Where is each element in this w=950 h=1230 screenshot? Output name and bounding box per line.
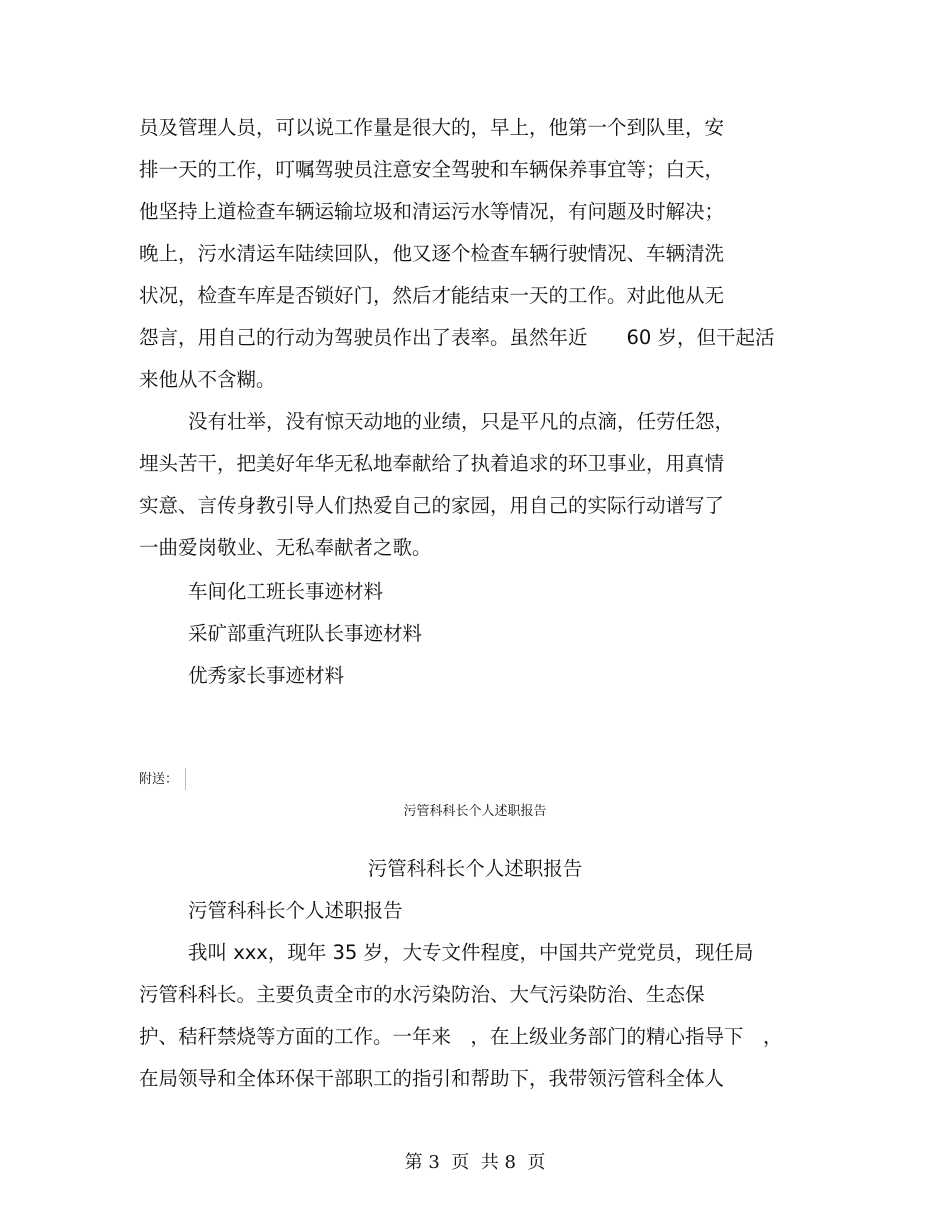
report-subtitle: 污管科科长个人述职报告 [188, 899, 403, 922]
body-line: 状况，检查车库是否锁好门，然后才能结束一天的工作。对此他从无 [139, 284, 725, 307]
appendix-small-title: 污管科科长个人述职报告 [403, 804, 547, 819]
related-link[interactable]: 优秀家长事迹材料 [188, 664, 345, 687]
page-footer [0, 1151, 950, 1175]
body-line: 他坚持上道检查车辆运输垃圾和清运污水等情况，有问题及时解决； [139, 200, 725, 223]
related-link[interactable]: 采矿部重汽班队长事迹材料 [188, 622, 423, 645]
body-line: 埋头苦干，把美好年华无私地奉献给了执着追求的环卫事业，用真情 [139, 452, 725, 475]
body-line: 怨言，用自己的行动为驾驶员作出了表率。虽然年近 60 岁，但干起活 [139, 326, 775, 349]
divider [185, 768, 186, 790]
appendix-label: 附送： [139, 772, 179, 787]
report-title: 污管科科长个人述职报告 [367, 857, 583, 880]
body-line: 晚上，污水清运车陆续回队，他又逐个检查车辆行驶情况、车辆清洗 [139, 242, 725, 265]
body-line: 员及管理人员，可以说工作量是很大的，早上，他第一个到队里，安 [139, 116, 725, 139]
body-line: 在局领导和全体环保干部职工的指引和帮助下，我带领污管科全体人 [139, 1067, 725, 1090]
body-line: 排一天的工作，叮嘱驾驶员注意安全驾驶和车辆保养事宜等；白天， [139, 158, 725, 181]
body-line: 污管科科长。主要负责全市的水污染防治、大气污染防治、生态保 [139, 983, 705, 1006]
body-line: 实意、言传身教引导人们热爱自己的家园，用自己的实际行动谱写了 [139, 494, 725, 517]
body-line: 护、秸秆禁烧等方面的工作。一年来 ，在上级业务部门的精心指导下 ， [139, 1025, 783, 1048]
body-line: 没有壮举，没有惊天动地的业绩，只是平凡的点滴，任劳任怨， [188, 410, 735, 433]
body-line: 一曲爱岗敬业、无私奉献者之歌。 [139, 536, 432, 559]
body-line: 我叫 xxx，现年 35 岁，大专文件程度，中国共产党党员，现任局 [188, 941, 754, 964]
related-link[interactable]: 车间化工班长事迹材料 [188, 580, 384, 603]
page-number: 第 3 页 共 8 页 [404, 1152, 546, 1173]
body-line: 来他从不含糊。 [139, 368, 276, 391]
